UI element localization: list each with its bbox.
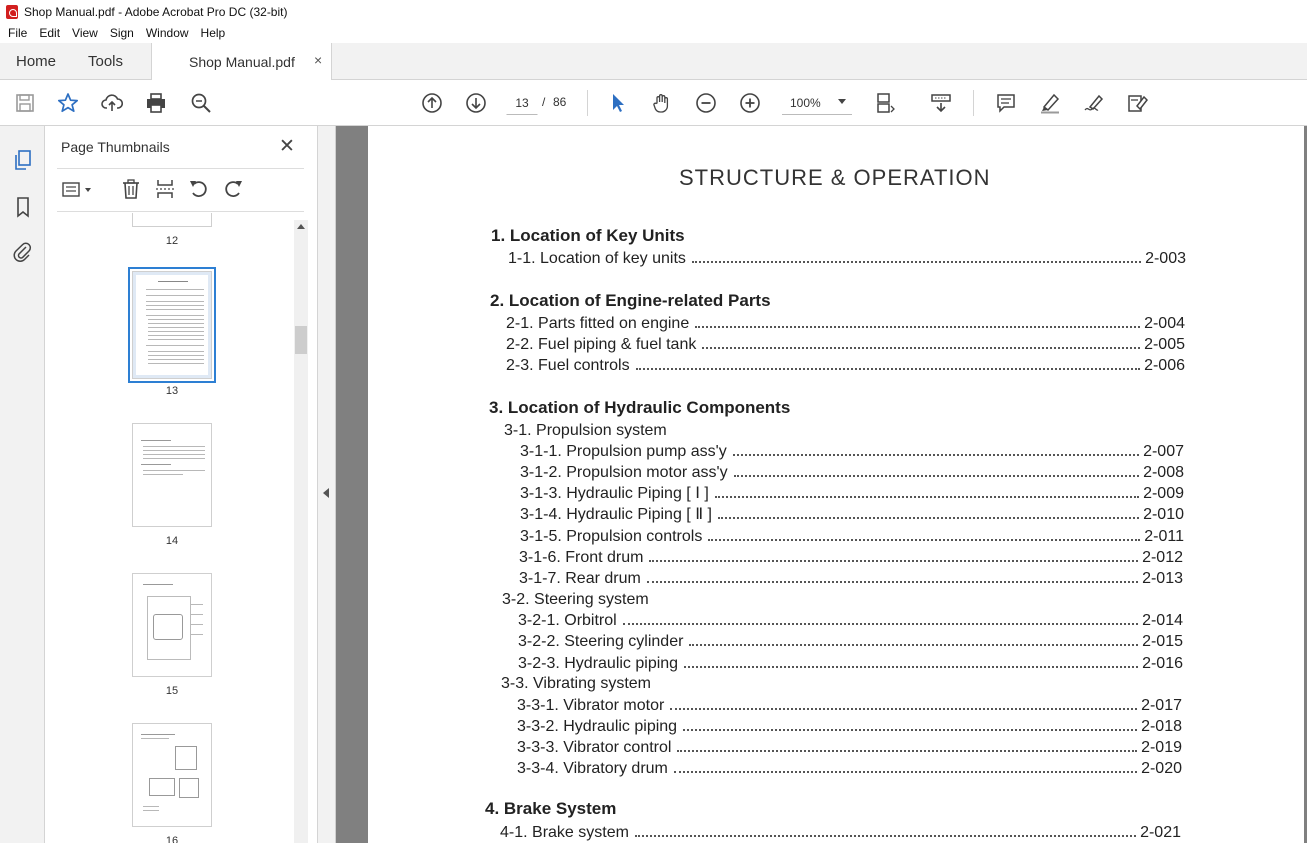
comment-icon[interactable] bbox=[994, 91, 1018, 115]
sign-pen-icon[interactable] bbox=[1082, 91, 1106, 115]
zoom-level-field[interactable]: 100% bbox=[782, 91, 852, 115]
toc-entry[interactable]: 3-3-4. Vibratory drum 2-020 bbox=[517, 760, 1182, 777]
thumbnail-page-16[interactable] bbox=[132, 723, 212, 827]
zoom-dropdown-chevron-icon[interactable] bbox=[838, 99, 846, 104]
toc-entry[interactable]: 3-3-3. Vibrator control 2-019 bbox=[517, 739, 1182, 756]
panel-title: Page Thumbnails bbox=[61, 139, 170, 155]
panel-divider bbox=[57, 211, 304, 212]
toc-entry[interactable]: 1-1. Location of key units 2-003 bbox=[508, 250, 1186, 267]
toc-entry[interactable]: 4-1. Brake system 2-021 bbox=[500, 824, 1181, 841]
total-pages: 86 bbox=[553, 95, 567, 109]
tab-close-icon[interactable]: × bbox=[314, 52, 323, 68]
toc-entry[interactable]: 3-3-2. Hydraulic piping 2-018 bbox=[517, 718, 1182, 735]
select-pointer-icon[interactable] bbox=[606, 91, 630, 115]
thumbnail-label: 14 bbox=[165, 535, 179, 547]
toc-entry[interactable]: 3-1-6. Front drum 2-012 bbox=[519, 549, 1183, 566]
zoom-in-icon[interactable] bbox=[738, 91, 762, 115]
toc-section-heading: 3. Location of Hydraulic Components bbox=[489, 398, 791, 417]
collapse-panel-handle[interactable] bbox=[318, 126, 336, 843]
thumbnail-page-13[interactable] bbox=[132, 271, 212, 379]
toc-entry[interactable]: 2-1. Parts fitted on engine 2-004 bbox=[506, 315, 1185, 332]
main-toolbar bbox=[0, 80, 1307, 126]
bookmarks-icon[interactable] bbox=[11, 195, 35, 219]
thumbnail-page-14[interactable] bbox=[132, 423, 212, 527]
toc-entry[interactable]: 2-2. Fuel piping & fuel tank 2-005 bbox=[506, 336, 1185, 353]
rotate-left-icon[interactable] bbox=[187, 176, 211, 202]
rotate-right-icon[interactable] bbox=[221, 176, 245, 202]
thumbnail-label: 13 bbox=[165, 385, 179, 397]
thumbnail-label: 12 bbox=[165, 235, 179, 247]
page-thumbnails-icon[interactable] bbox=[11, 148, 35, 172]
toc-entry[interactable]: 3-2-2. Steering cylinder 2-015 bbox=[518, 633, 1183, 650]
options-menu-icon[interactable] bbox=[61, 176, 95, 202]
tab-document-label: Shop Manual.pdf bbox=[189, 54, 295, 70]
left-navigation-rail bbox=[0, 126, 45, 843]
delete-page-trash-icon[interactable] bbox=[119, 176, 143, 202]
zoom-out-icon[interactable] bbox=[694, 91, 718, 115]
toc-subheading[interactable]: 3-1. Propulsion system bbox=[504, 422, 667, 439]
panel-close-icon[interactable]: ✕ bbox=[279, 136, 295, 157]
toc-entry[interactable]: 3-1-5. Propulsion controls 2-011 bbox=[520, 528, 1184, 545]
document-title: STRUCTURE & OPERATION bbox=[679, 165, 991, 190]
toolbar-divider bbox=[973, 90, 974, 116]
thumbnail-label: 16 bbox=[165, 835, 179, 843]
scroll-up-arrow-icon[interactable] bbox=[297, 224, 305, 229]
acrobat-logo-icon bbox=[6, 5, 18, 19]
scrollbar-thumb[interactable] bbox=[295, 326, 307, 354]
next-page-icon[interactable] bbox=[464, 91, 488, 115]
scrolling-mode-icon[interactable] bbox=[929, 91, 953, 115]
toolbar-divider bbox=[587, 90, 588, 116]
menu-view[interactable]: View bbox=[72, 26, 98, 40]
toc-entry[interactable]: 3-1-3. Hydraulic Piping [ Ⅰ ] 2-009 bbox=[520, 485, 1184, 502]
toc-subheading[interactable]: 3-3. Vibrating system bbox=[501, 675, 651, 692]
window-title: Shop Manual.pdf - Adobe Acrobat Pro DC (32-bit) bbox=[24, 4, 288, 19]
toc-subheading[interactable]: 3-2. Steering system bbox=[502, 591, 649, 608]
pdf-page bbox=[368, 126, 1304, 843]
toc-section-heading: 2. Location of Engine-related Parts bbox=[490, 291, 771, 310]
thumbnail-page-12[interactable] bbox=[132, 213, 212, 227]
toc-entry[interactable]: 3-1-7. Rear drum 2-013 bbox=[519, 570, 1183, 587]
insert-page-icon[interactable] bbox=[153, 176, 177, 202]
menu-window[interactable]: Window bbox=[145, 26, 189, 40]
tab-bar bbox=[0, 43, 1307, 80]
menu-help[interactable]: Help bbox=[200, 26, 226, 40]
save-icon[interactable] bbox=[13, 91, 37, 115]
toc-section-heading: 1. Location of Key Units bbox=[491, 226, 685, 245]
previous-page-icon[interactable] bbox=[420, 91, 444, 115]
print-icon[interactable] bbox=[144, 91, 168, 115]
thumbnail-label: 15 bbox=[165, 685, 179, 697]
menu-edit[interactable]: Edit bbox=[39, 26, 61, 40]
current-page-input[interactable]: 13 bbox=[506, 91, 538, 115]
star-icon[interactable] bbox=[56, 91, 80, 115]
title-bar bbox=[0, 0, 1307, 23]
menu-bar bbox=[0, 23, 1307, 43]
thumbnail-list bbox=[45, 213, 293, 843]
toc-entry[interactable]: 2-3. Fuel controls 2-006 bbox=[506, 357, 1185, 374]
thumbnail-scrollbar[interactable] bbox=[294, 220, 308, 843]
thumbnail-page-15[interactable] bbox=[132, 573, 212, 677]
attachments-paperclip-icon[interactable] bbox=[11, 240, 35, 264]
highlight-pen-icon[interactable] bbox=[1038, 91, 1062, 115]
toc-entry[interactable]: 3-1-1. Propulsion pump ass'y 2-007 bbox=[520, 443, 1184, 460]
upload-cloud-icon[interactable] bbox=[100, 91, 124, 115]
toc-entry[interactable]: 3-1-4. Hydraulic Piping [ Ⅱ ] 2-010 bbox=[520, 506, 1184, 523]
page-thumbnails-panel bbox=[45, 126, 318, 843]
tab-home[interactable]: Home bbox=[16, 53, 57, 70]
page-separator: / bbox=[542, 95, 546, 109]
menu-sign[interactable]: Sign bbox=[109, 26, 134, 40]
tab-tools[interactable]: Tools bbox=[88, 53, 124, 70]
redact-tool-icon[interactable] bbox=[1126, 91, 1150, 115]
toc-section-heading: 4. Brake System bbox=[485, 799, 617, 818]
toc-entry[interactable]: 3-1-2. Propulsion motor ass'y 2-008 bbox=[520, 464, 1184, 481]
zoom-search-icon[interactable] bbox=[189, 91, 213, 115]
toc-entry[interactable]: 3-3-1. Vibrator motor 2-017 bbox=[517, 697, 1182, 714]
toc-entry[interactable]: 3-2-1. Orbitrol 2-014 bbox=[518, 612, 1183, 629]
collapse-arrow-icon[interactable] bbox=[323, 488, 329, 498]
panel-divider bbox=[57, 168, 304, 169]
tab-document[interactable] bbox=[151, 43, 332, 81]
toc-entry[interactable]: 3-2-3. Hydraulic piping 2-016 bbox=[518, 655, 1183, 672]
menu-file[interactable]: File bbox=[8, 26, 28, 40]
page-layout-icon[interactable] bbox=[874, 91, 898, 115]
hand-tool-icon[interactable] bbox=[650, 91, 674, 115]
